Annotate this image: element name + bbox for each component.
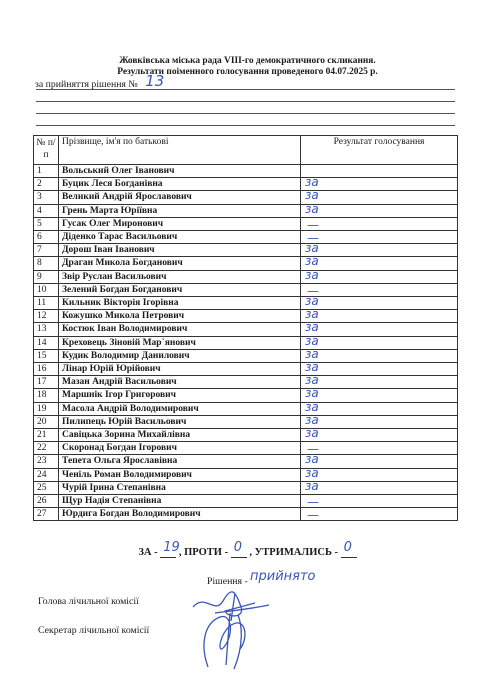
table-row [34, 495, 458, 508]
blank-line [36, 89, 455, 90]
row-number: 27 [34, 508, 59, 521]
document-title: Жовківська міська рада VIII-го демократичного скликання. [119, 56, 376, 66]
table-row [34, 349, 458, 362]
row-number: 23 [34, 455, 59, 468]
document-subtitle: Результати поіменного голосування проведеного 04.07.2025 р. [117, 67, 378, 77]
against-slot [231, 540, 247, 558]
row-result [301, 201, 458, 217]
row-name: Діденко Тарас Васильович [59, 231, 301, 244]
table-row [34, 336, 458, 349]
table-header-row [34, 136, 458, 165]
row-result [301, 283, 458, 296]
vote-mark: за [305, 346, 319, 361]
abstain-value: 0 [343, 540, 352, 555]
table-row [34, 429, 458, 442]
abstain-slot [341, 540, 357, 558]
table-row [34, 270, 458, 283]
chair-role: Голова лічильної комісії [38, 596, 139, 607]
row-number: 16 [34, 363, 59, 376]
row-name: Грень Марта Юріївна [59, 204, 301, 217]
row-result [301, 452, 458, 468]
row-name: Чурій Ірина Степанівна [59, 481, 301, 494]
row-name: Маршнік Ігор Григорович [59, 389, 301, 402]
vote-mark: за [305, 175, 319, 190]
row-name: Вольський Олег Іванович [59, 165, 301, 178]
row-number: 12 [34, 310, 59, 323]
for-label: ЗА - [138, 547, 158, 558]
row-result [301, 294, 458, 310]
vote-mark: — [307, 231, 319, 246]
vote-mark: за [305, 386, 319, 401]
blank-line [36, 113, 455, 114]
row-number: 5 [34, 217, 59, 230]
row-result [301, 478, 458, 494]
table-row [34, 389, 458, 402]
vote-mark: за [305, 188, 319, 203]
table-row [34, 363, 458, 376]
row-result [301, 254, 458, 270]
row-name: Дорош Іван Іванович [59, 244, 301, 257]
row-number: 3 [34, 191, 59, 204]
row-name: Щур Надія Степанівна [59, 495, 301, 508]
row-result [301, 373, 458, 389]
row-result [301, 426, 458, 442]
table-row [34, 165, 458, 178]
decision-prefix: за прийняття рішення № [35, 79, 138, 90]
row-name: Зелений Богдан Богданович [59, 283, 301, 296]
table-row [34, 178, 458, 191]
row-number: 1 [34, 165, 59, 178]
col-header-name: Прізвище, ім'я по батькові [59, 136, 301, 165]
row-result [301, 307, 458, 323]
col-header-result: Результат голосування [301, 136, 458, 165]
row-result [301, 346, 458, 362]
vote-mark: за [305, 307, 319, 322]
row-result [301, 495, 458, 508]
table-row [34, 468, 458, 481]
table-row [34, 323, 458, 336]
vote-mark: за [305, 267, 319, 282]
table-row [34, 508, 458, 521]
row-name: Скоронад Богдан Ігорович [59, 442, 301, 455]
vote-mark: — [307, 508, 319, 523]
table-row [34, 455, 458, 468]
table-row [34, 244, 458, 257]
row-name: Масола Андрій Володимирович [59, 402, 301, 415]
row-result [301, 267, 458, 283]
row-name: Великий Андрій Ярославович [59, 191, 301, 204]
against-label: , ПРОТИ - [178, 547, 229, 558]
vote-mark: — [307, 283, 319, 298]
row-name: Савіцька Зорина Михайлівна [59, 429, 301, 442]
row-result [301, 386, 458, 402]
row-result [301, 231, 458, 244]
vote-mark: за [305, 399, 319, 414]
vote-mark: за [305, 201, 319, 216]
row-number: 8 [34, 257, 59, 270]
table-row [34, 217, 458, 230]
row-number: 2 [34, 178, 59, 191]
row-result [301, 241, 458, 257]
row-result [301, 188, 458, 204]
row-number: 7 [34, 244, 59, 257]
row-number: 6 [34, 231, 59, 244]
vote-mark: за [305, 478, 319, 493]
row-name: Гусак Олег Миронович [59, 217, 301, 230]
decision-number: 13 [145, 72, 165, 90]
row-name: Кожушко Микола Петрович [59, 310, 301, 323]
vote-mark: — [307, 217, 319, 232]
row-number: 25 [34, 481, 59, 494]
row-result [301, 360, 458, 376]
row-number: 18 [34, 389, 59, 402]
vote-mark: за [305, 241, 319, 256]
row-result [301, 399, 458, 415]
row-number: 13 [34, 323, 59, 336]
vote-summary [0, 540, 495, 558]
table-row [34, 310, 458, 323]
table-row [34, 415, 458, 428]
blank-line [36, 101, 455, 102]
row-result [301, 442, 458, 455]
row-name: Пилипець Юрій Васильович [59, 415, 301, 428]
row-name: Буцик Леся Богданівна [59, 178, 301, 191]
table-row [34, 481, 458, 494]
vote-mark: за [305, 294, 319, 309]
vote-mark: за [305, 465, 319, 480]
votes-table [33, 135, 458, 521]
for-slot [160, 540, 180, 558]
col-header-number: № п/п [34, 136, 59, 165]
table-row [34, 204, 458, 217]
row-result [301, 465, 458, 481]
decision-result-value: прийнято [250, 569, 316, 584]
row-name: Звір Руслан Васильович [59, 270, 301, 283]
blank-line [36, 125, 455, 126]
vote-mark: за [305, 426, 319, 441]
row-number: 20 [34, 415, 59, 428]
row-result [301, 412, 458, 428]
row-result [301, 508, 458, 521]
row-number: 11 [34, 297, 59, 310]
vote-mark: за [305, 373, 319, 388]
row-number: 10 [34, 283, 59, 296]
row-number: 24 [34, 468, 59, 481]
abstain-label: , УТРИМАЛИСЬ - [249, 547, 339, 558]
row-name: Лінар Юрій Юрійович [59, 363, 301, 376]
secretary-role: Секретар лічильної комісії [38, 625, 150, 636]
row-name: Кудик Володимир Данилович [59, 349, 301, 362]
row-name: Костюк Іван Володимирович [59, 323, 301, 336]
table-row [34, 442, 458, 455]
for-value: 19 [163, 540, 180, 555]
row-result [301, 217, 458, 230]
row-result [301, 320, 458, 336]
row-number: 15 [34, 349, 59, 362]
table-row [34, 283, 458, 296]
vote-mark: за [305, 412, 319, 427]
secretary-signature [190, 605, 260, 675]
row-number: 4 [34, 204, 59, 217]
row-name: Кильник Вікторія Ігорівна [59, 297, 301, 310]
vote-mark: за [305, 320, 319, 335]
row-number: 21 [34, 429, 59, 442]
row-number: 22 [34, 442, 59, 455]
table-row [34, 191, 458, 204]
vote-mark: — [307, 442, 319, 457]
row-number: 9 [34, 270, 59, 283]
table-body [34, 165, 458, 521]
vote-mark: за [305, 360, 319, 375]
row-number: 14 [34, 336, 59, 349]
table-row [34, 231, 458, 244]
row-name: Тепета Ольга Ярославівна [59, 455, 301, 468]
row-name: Ченіль Роман Володимирович [59, 468, 301, 481]
row-number: 26 [34, 495, 59, 508]
decision-result-label: Рішення - [207, 576, 248, 587]
vote-mark: — [307, 495, 319, 510]
row-name: Креховець Зіновій Мар`янович [59, 336, 301, 349]
row-result [301, 175, 458, 191]
vote-mark: за [305, 333, 319, 348]
table-row [34, 402, 458, 415]
row-number: 17 [34, 376, 59, 389]
vote-mark: за [305, 452, 319, 467]
table-row [34, 297, 458, 310]
row-result [301, 165, 458, 178]
row-result [301, 333, 458, 349]
table-row [34, 376, 458, 389]
against-value: 0 [233, 540, 242, 555]
vote-mark: за [305, 254, 319, 269]
row-number: 19 [34, 402, 59, 415]
row-name: Драган Микола Богданович [59, 257, 301, 270]
row-name: Юрдига Богдан Володимирович [59, 508, 301, 521]
table-row [34, 257, 458, 270]
row-name: Мазан Андрій Васильович [59, 376, 301, 389]
